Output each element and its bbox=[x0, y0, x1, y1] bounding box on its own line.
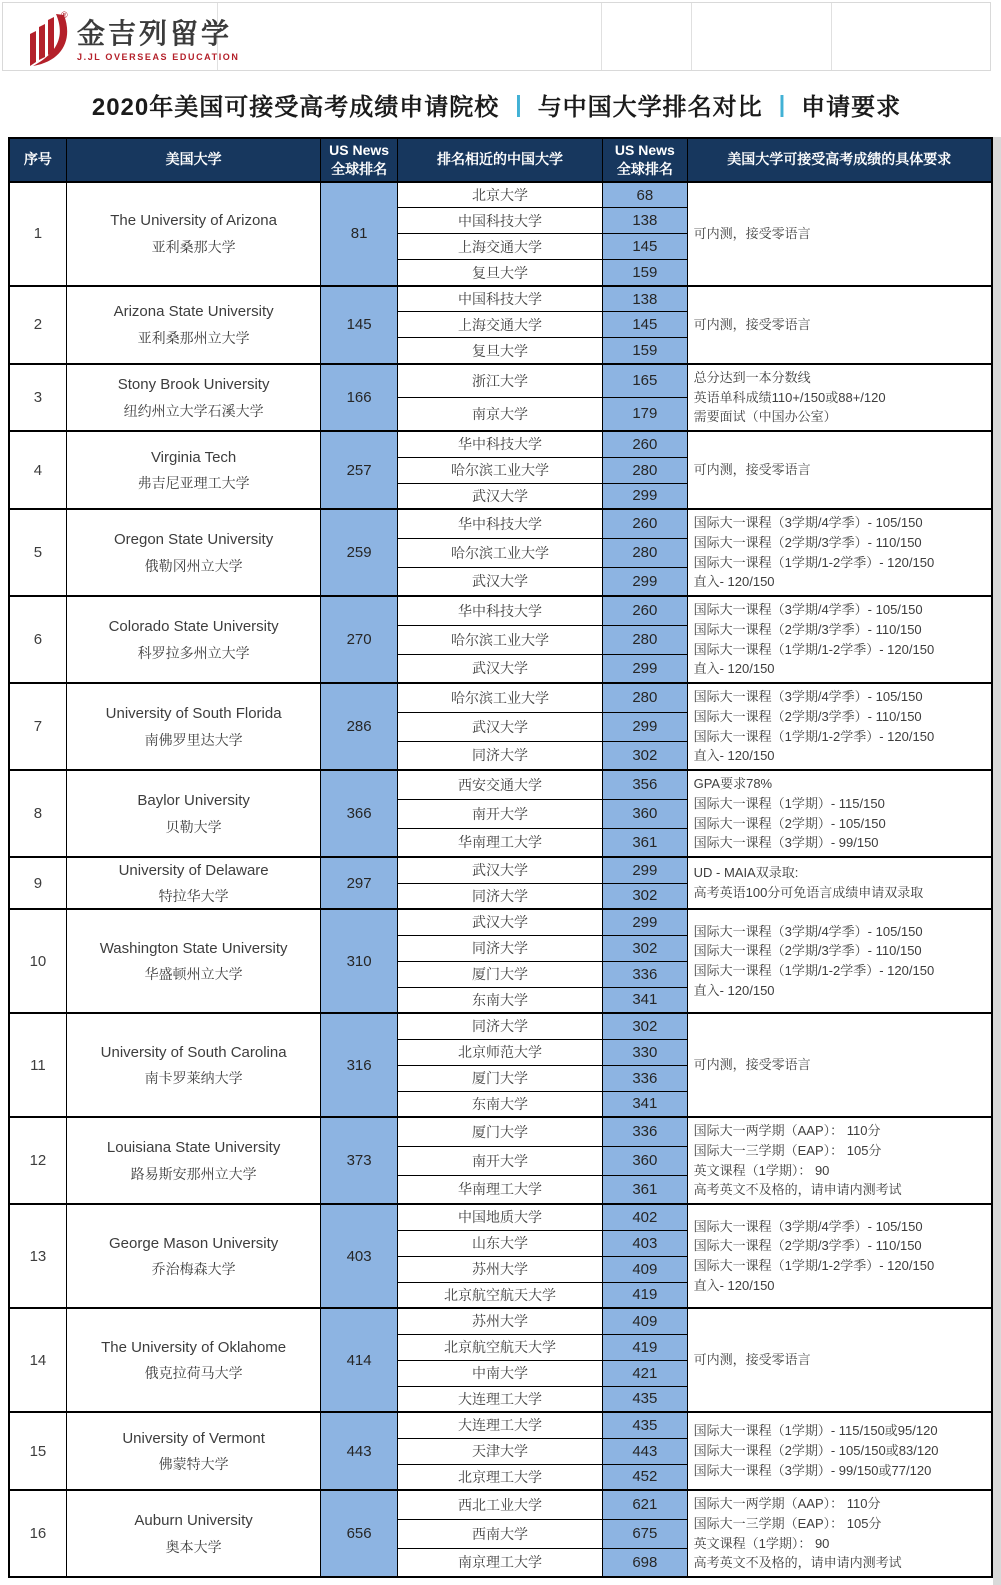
us-university-en: Virginia Tech bbox=[150, 448, 237, 466]
us-university-en: Baylor University bbox=[137, 792, 250, 810]
chinese-university-cell: 北京航空航天大学 bbox=[397, 1334, 602, 1360]
title-part-1: 2020年美国可接受高考成绩申请院校 bbox=[91, 93, 500, 121]
requirement-line: 可内测，接受零语言 bbox=[693, 1057, 811, 1073]
chinese-university-cell: 武汉大学 bbox=[397, 909, 602, 935]
brand-bar bbox=[2, 2, 991, 71]
requirement-line: 国际大一课程（3学期/4学季）- 105/150 bbox=[693, 515, 923, 531]
requirements-cell bbox=[687, 364, 992, 431]
chinese-rank-cell: 452 bbox=[603, 1464, 688, 1490]
requirement-line: 国际大一课程（1学期/1-2学季）- 120/150 bbox=[693, 641, 935, 657]
chinese-university-cell: 苏州大学 bbox=[397, 1308, 602, 1334]
requirement-line: 直入- 120/150 bbox=[693, 574, 775, 590]
chinese-rank-cell: 299 bbox=[603, 654, 688, 683]
chinese-university-cell: 厦门大学 bbox=[397, 1065, 602, 1091]
chinese-rank-cell: 260 bbox=[603, 509, 688, 538]
us-news-rank-cell: 414 bbox=[321, 1308, 397, 1412]
us-university-cn: 亚利桑那州立大学 bbox=[137, 329, 250, 346]
us-university-cell bbox=[66, 683, 321, 770]
chinese-university-cell: 中国地质大学 bbox=[397, 1204, 602, 1230]
table-row bbox=[9, 770, 992, 799]
us-university-cell bbox=[66, 596, 321, 683]
us-news-rank-cell: 403 bbox=[321, 1204, 397, 1308]
requirements-cell bbox=[687, 1013, 992, 1117]
us-news-rank-cell: 443 bbox=[321, 1412, 397, 1490]
chinese-rank-cell: 402 bbox=[603, 1204, 688, 1230]
requirement-line: 国际大一课程（1学期）- 115/150 bbox=[693, 795, 885, 811]
us-news-rank-cell: 81 bbox=[321, 182, 397, 286]
chinese-university-cell: 西北工业大学 bbox=[397, 1490, 602, 1519]
chinese-university-cell: 东南大学 bbox=[397, 1091, 602, 1117]
row-number-cell: 7 bbox=[9, 683, 66, 770]
brand-text bbox=[77, 17, 240, 62]
chinese-rank-cell: 145 bbox=[603, 312, 688, 338]
brand-name: 金吉列留学 bbox=[77, 18, 233, 49]
us-university-cell bbox=[66, 286, 321, 364]
requirements-cell bbox=[687, 182, 992, 286]
header-us-news-rank bbox=[321, 138, 397, 182]
us-news-rank-cell: 297 bbox=[321, 857, 397, 909]
row-number-cell: 12 bbox=[9, 1117, 66, 1204]
chinese-rank-cell: 260 bbox=[603, 431, 688, 457]
requirement-line: 国际大一两学期（AAP）： 110分 bbox=[693, 1496, 881, 1512]
chinese-rank-cell: 421 bbox=[603, 1360, 688, 1386]
chinese-university-cell: 南开大学 bbox=[397, 1146, 602, 1175]
table-row bbox=[9, 1308, 992, 1334]
chinese-university-cell: 同济大学 bbox=[397, 935, 602, 961]
chinese-university-cell: 同济大学 bbox=[397, 1013, 602, 1039]
requirement-line: 国际大一课程（2学期）- 105/150 bbox=[693, 815, 886, 831]
requirement-line: 国际大一两学期（AAP）： 110分 bbox=[693, 1123, 881, 1139]
gridline bbox=[601, 3, 602, 70]
row-number-cell: 13 bbox=[9, 1204, 66, 1308]
requirement-line: 国际大一三学期（EAP）： 105分 bbox=[693, 1142, 882, 1158]
us-university-cell bbox=[66, 909, 321, 1013]
chinese-rank-cell: 698 bbox=[603, 1548, 688, 1577]
requirements-cell bbox=[687, 431, 992, 509]
chinese-rank-cell: 302 bbox=[603, 1013, 688, 1039]
chinese-rank-cell: 299 bbox=[603, 483, 688, 509]
us-university-cell bbox=[66, 1308, 321, 1412]
us-news-rank-cell: 259 bbox=[321, 509, 397, 596]
gridline bbox=[691, 3, 692, 70]
us-university-cell bbox=[66, 857, 321, 909]
row-number-cell: 8 bbox=[9, 770, 66, 857]
chinese-university-cell: 哈尔滨工业大学 bbox=[397, 457, 602, 483]
chinese-university-cell: 北京师范大学 bbox=[397, 1039, 602, 1065]
registered-mark: ® bbox=[61, 10, 68, 20]
side-strip bbox=[993, 137, 1001, 1585]
table-row bbox=[9, 1412, 992, 1438]
us-university-en: University of Vermont bbox=[122, 1429, 265, 1447]
chinese-rank-cell: 299 bbox=[603, 857, 688, 883]
us-university-cn: 乔治梅森大学 bbox=[151, 1261, 236, 1278]
chinese-rank-cell: 443 bbox=[603, 1438, 688, 1464]
requirements-cell bbox=[687, 1490, 992, 1577]
us-university-cn: 南佛罗里达大学 bbox=[144, 731, 243, 748]
us-university-cn: 奥本大学 bbox=[165, 1538, 222, 1555]
requirement-line: 总分达到一本分数线 bbox=[693, 369, 811, 385]
header-us-university: 美国大学 bbox=[66, 138, 321, 182]
us-university-cn: 路易斯安那州立大学 bbox=[130, 1165, 257, 1182]
requirement-line: 需要面试（中国办公室） bbox=[693, 409, 837, 425]
requirement-line: 英语单科成绩110+/150或88+/120 bbox=[693, 389, 886, 405]
chinese-university-cell: 复旦大学 bbox=[397, 260, 602, 286]
chinese-university-cell: 华南理工大学 bbox=[397, 828, 602, 857]
us-university-cell bbox=[66, 1412, 321, 1490]
requirements-cell bbox=[687, 909, 992, 1013]
chinese-rank-cell: 336 bbox=[603, 1117, 688, 1146]
chinese-rank-cell: 145 bbox=[603, 234, 688, 260]
chinese-university-cell: 同济大学 bbox=[397, 741, 602, 770]
chinese-rank-cell: 299 bbox=[603, 909, 688, 935]
us-university-cn: 华盛顿州立大学 bbox=[144, 966, 243, 983]
chinese-university-cell: 中国科技大学 bbox=[397, 286, 602, 312]
table-row bbox=[9, 182, 992, 208]
requirement-line: 国际大一课程（3学期/4学季）- 105/150 bbox=[693, 689, 923, 705]
chinese-rank-cell: 361 bbox=[603, 1175, 688, 1204]
table-header-row bbox=[9, 138, 992, 182]
table-row bbox=[9, 1490, 992, 1519]
us-university-en: Auburn University bbox=[134, 1512, 253, 1530]
requirement-line: 国际大一课程（1学期/1-2学季）- 120/150 bbox=[693, 1258, 935, 1274]
us-university-cell bbox=[66, 770, 321, 857]
requirements-cell bbox=[687, 770, 992, 857]
chinese-university-cell: 华中科技大学 bbox=[397, 431, 602, 457]
chinese-university-cell: 同济大学 bbox=[397, 883, 602, 909]
us-news-rank-cell: 166 bbox=[321, 364, 397, 431]
table-row bbox=[9, 286, 992, 312]
us-university-en: Louisiana State University bbox=[106, 1139, 281, 1157]
chinese-university-cell: 中国科技大学 bbox=[397, 208, 602, 234]
us-university-cell bbox=[66, 431, 321, 509]
chinese-rank-cell: 341 bbox=[603, 1091, 688, 1117]
table-row bbox=[9, 1204, 992, 1230]
requirement-line: 可内测，接受零语言 bbox=[693, 225, 811, 241]
chinese-rank-cell: 68 bbox=[603, 182, 688, 208]
chinese-rank-cell: 280 bbox=[603, 625, 688, 654]
requirement-line: UD - MAIA双录取: bbox=[693, 865, 799, 881]
us-university-en: The University of Arizona bbox=[110, 212, 277, 230]
chinese-rank-cell: 159 bbox=[603, 260, 688, 286]
chinese-rank-cell: 341 bbox=[603, 987, 688, 1013]
requirement-line: 直入- 120/150 bbox=[693, 982, 775, 998]
chinese-university-cell: 哈尔滨工业大学 bbox=[397, 538, 602, 567]
table-row bbox=[9, 364, 992, 398]
chinese-university-cell: 苏州大学 bbox=[397, 1256, 602, 1282]
chinese-university-cell: 华中科技大学 bbox=[397, 596, 602, 625]
us-news-rank-cell: 366 bbox=[321, 770, 397, 857]
jjl-logo-icon bbox=[17, 9, 71, 69]
chinese-rank-cell: 299 bbox=[603, 712, 688, 741]
chinese-university-cell: 厦门大学 bbox=[397, 961, 602, 987]
row-number-cell: 4 bbox=[9, 431, 66, 509]
requirements-cell bbox=[687, 596, 992, 683]
title-separator: | bbox=[778, 90, 786, 117]
chinese-rank-cell: 403 bbox=[603, 1230, 688, 1256]
us-news-rank-cell: 257 bbox=[321, 431, 397, 509]
requirement-line: 直入- 120/150 bbox=[693, 748, 775, 764]
chinese-university-cell: 北京大学 bbox=[397, 182, 602, 208]
chinese-rank-cell: 280 bbox=[603, 457, 688, 483]
requirement-line: GPA要求78% bbox=[693, 776, 773, 792]
header-no: 序号 bbox=[9, 138, 66, 182]
title-separator: | bbox=[515, 90, 522, 117]
chinese-rank-cell: 165 bbox=[603, 364, 688, 398]
chinese-university-cell: 中南大学 bbox=[397, 1360, 602, 1386]
requirement-line: 国际大一课程（2学期/3学季）- 110/150 bbox=[693, 943, 922, 959]
requirement-line: 高考英语100分可免语言成绩申请双录取 bbox=[693, 885, 924, 901]
requirement-line: 国际大一课程（2学期/3学季）- 110/150 bbox=[693, 708, 922, 724]
us-university-cn: 科罗拉多州立大学 bbox=[137, 644, 250, 661]
gridline bbox=[831, 3, 832, 70]
chinese-university-cell: 武汉大学 bbox=[397, 483, 602, 509]
chinese-rank-cell: 179 bbox=[603, 397, 688, 431]
table-row bbox=[9, 683, 992, 712]
us-university-cell bbox=[66, 364, 321, 431]
chinese-rank-cell: 280 bbox=[603, 538, 688, 567]
chinese-university-cell: 上海交通大学 bbox=[397, 312, 602, 338]
title-part-3: 申请要求 bbox=[801, 93, 902, 121]
chinese-university-cell: 武汉大学 bbox=[397, 567, 602, 596]
chinese-university-cell: 厦门大学 bbox=[397, 1117, 602, 1146]
chinese-rank-cell: 409 bbox=[603, 1308, 688, 1334]
us-university-cn: 弗吉尼亚理工大学 bbox=[137, 475, 250, 492]
chinese-rank-cell: 435 bbox=[603, 1412, 688, 1438]
chinese-university-cell: 哈尔滨工业大学 bbox=[397, 683, 602, 712]
us-university-cell bbox=[66, 509, 321, 596]
chinese-university-cell: 复旦大学 bbox=[397, 338, 602, 364]
brand-subtitle: J.JL OVERSEAS EDUCATION bbox=[77, 51, 240, 62]
chinese-rank-cell: 302 bbox=[603, 935, 688, 961]
us-news-rank-cell: 286 bbox=[321, 683, 397, 770]
us-university-en: University of South Carolina bbox=[100, 1043, 287, 1061]
header-us-news-line1: US News bbox=[614, 142, 675, 158]
chinese-rank-cell: 419 bbox=[603, 1282, 688, 1308]
header-chinese-university: 排名相近的中国大学 bbox=[397, 138, 602, 182]
requirements-cell bbox=[687, 1204, 992, 1308]
us-university-cn: 南卡罗莱纳大学 bbox=[144, 1070, 243, 1087]
brand-logo bbox=[17, 9, 240, 69]
chinese-rank-cell: 138 bbox=[603, 208, 688, 234]
requirements-cell bbox=[687, 1412, 992, 1490]
us-university-en: Arizona State University bbox=[113, 303, 274, 321]
chinese-rank-cell: 361 bbox=[603, 828, 688, 857]
chinese-university-cell: 西安交通大学 bbox=[397, 770, 602, 799]
chinese-rank-cell: 409 bbox=[603, 1256, 688, 1282]
us-university-cn: 俄勒冈州立大学 bbox=[144, 557, 243, 574]
requirement-line: 高考英文不及格的，请申请内测考试 bbox=[693, 1182, 902, 1198]
chinese-rank-cell: 435 bbox=[603, 1386, 688, 1412]
chinese-rank-cell: 419 bbox=[603, 1334, 688, 1360]
us-news-rank-cell: 270 bbox=[321, 596, 397, 683]
chinese-rank-cell: 356 bbox=[603, 770, 688, 799]
requirement-line: 国际大一课程（2学期/3学季）- 110/150 bbox=[693, 1238, 922, 1254]
requirement-line: 国际大一课程（1学期/1-2学季）- 120/150 bbox=[693, 728, 935, 744]
us-news-rank-cell: 310 bbox=[321, 909, 397, 1013]
chinese-university-cell: 东南大学 bbox=[397, 987, 602, 1013]
requirement-line: 可内测，接受零语言 bbox=[693, 1352, 811, 1368]
requirement-line: 国际大一三学期（EAP）： 105分 bbox=[693, 1515, 882, 1531]
requirement-line: 英文课程（1学期）： 90 bbox=[693, 1535, 830, 1551]
requirement-line: 国际大一课程（1学期/1-2学季）- 120/150 bbox=[693, 554, 935, 570]
table-row bbox=[9, 596, 992, 625]
us-university-en: Oregon State University bbox=[113, 531, 274, 549]
us-university-cn: 亚利桑那大学 bbox=[151, 238, 236, 255]
us-news-rank-cell: 145 bbox=[321, 286, 397, 364]
us-news-rank-cell: 373 bbox=[321, 1117, 397, 1204]
us-university-en: University of Delaware bbox=[118, 861, 269, 879]
us-news-rank-cell: 656 bbox=[321, 1490, 397, 1577]
row-number-cell: 10 bbox=[9, 909, 66, 1013]
row-number-cell: 2 bbox=[9, 286, 66, 364]
table-row bbox=[9, 509, 992, 538]
row-number-cell: 14 bbox=[9, 1308, 66, 1412]
chinese-university-cell: 北京理工大学 bbox=[397, 1464, 602, 1490]
chinese-university-cell: 上海交通大学 bbox=[397, 234, 602, 260]
chinese-rank-cell: 336 bbox=[603, 961, 688, 987]
requirement-line: 高考英文不及格的，请申请内测考试 bbox=[693, 1555, 902, 1571]
table-body bbox=[9, 182, 992, 1577]
row-number-cell: 11 bbox=[9, 1013, 66, 1117]
requirement-line: 国际大一课程（3学期/4学季）- 105/150 bbox=[693, 923, 923, 939]
row-number-cell: 16 bbox=[9, 1490, 66, 1577]
chinese-university-cell: 武汉大学 bbox=[397, 712, 602, 741]
requirement-line: 国际大一课程（3学期/4学季）- 105/150 bbox=[693, 602, 923, 618]
chinese-university-cell: 大连理工大学 bbox=[397, 1412, 602, 1438]
row-number-cell: 1 bbox=[9, 182, 66, 286]
requirements-cell bbox=[687, 1308, 992, 1412]
chinese-rank-cell: 360 bbox=[603, 1146, 688, 1175]
us-university-en: University of South Florida bbox=[105, 705, 282, 723]
header-requirements: 美国大学可接受高考成绩的具体要求 bbox=[687, 138, 992, 182]
chinese-university-cell: 南开大学 bbox=[397, 799, 602, 828]
us-university-cn: 佛蒙特大学 bbox=[158, 1456, 229, 1473]
header-us-news-rank-2 bbox=[603, 138, 688, 182]
page-title bbox=[0, 71, 993, 137]
us-university-en: The University of Oklahome bbox=[101, 1338, 287, 1356]
us-university-cell bbox=[66, 1490, 321, 1577]
title-part-2: 与中国大学排名对比 bbox=[537, 93, 763, 121]
chinese-rank-cell: 302 bbox=[603, 741, 688, 770]
universities-table bbox=[8, 137, 993, 1578]
requirement-line: 可内测，接受零语言 bbox=[693, 316, 811, 332]
chinese-university-cell: 天津大学 bbox=[397, 1438, 602, 1464]
us-news-rank-cell: 316 bbox=[321, 1013, 397, 1117]
requirement-line: 国际大一课程（3学期/4学季）- 105/150 bbox=[693, 1218, 923, 1234]
us-university-en: Colorado State University bbox=[108, 618, 279, 636]
us-university-cell bbox=[66, 1204, 321, 1308]
us-university-cell bbox=[66, 182, 321, 286]
requirement-line: 可内测，接受零语言 bbox=[693, 462, 811, 478]
chinese-university-cell: 南京大学 bbox=[397, 397, 602, 431]
row-number-cell: 15 bbox=[9, 1412, 66, 1490]
us-university-cn: 特拉华大学 bbox=[158, 888, 229, 905]
us-university-en: Washington State University bbox=[99, 939, 288, 957]
chinese-university-cell: 北京航空航天大学 bbox=[397, 1282, 602, 1308]
chinese-university-cell: 武汉大学 bbox=[397, 654, 602, 683]
chinese-rank-cell: 280 bbox=[603, 683, 688, 712]
chinese-rank-cell: 159 bbox=[603, 338, 688, 364]
table-row bbox=[9, 909, 992, 935]
row-number-cell: 3 bbox=[9, 364, 66, 431]
chinese-university-cell: 浙江大学 bbox=[397, 364, 602, 398]
chinese-university-cell: 武汉大学 bbox=[397, 857, 602, 883]
requirement-line: 国际大一课程（2学期/3学季）- 110/150 bbox=[693, 621, 922, 637]
requirement-line: 直入- 120/150 bbox=[693, 1277, 775, 1293]
us-university-cn: 纽约州立大学石溪大学 bbox=[123, 402, 264, 419]
requirements-cell bbox=[687, 509, 992, 596]
requirements-cell bbox=[687, 286, 992, 364]
requirements-cell bbox=[687, 1117, 992, 1204]
row-number-cell: 6 bbox=[9, 596, 66, 683]
chinese-university-cell: 南京理工大学 bbox=[397, 1548, 602, 1577]
chinese-rank-cell: 675 bbox=[603, 1519, 688, 1548]
chinese-rank-cell: 138 bbox=[603, 286, 688, 312]
chinese-rank-cell: 260 bbox=[603, 596, 688, 625]
requirement-line: 国际大一课程（1学期/1-2学季）- 120/150 bbox=[693, 963, 935, 979]
requirements-cell bbox=[687, 857, 992, 909]
requirement-line: 国际大一课程（1学期）- 115/150或95/120 bbox=[693, 1423, 938, 1439]
chinese-rank-cell: 330 bbox=[603, 1039, 688, 1065]
chinese-rank-cell: 336 bbox=[603, 1065, 688, 1091]
chinese-university-cell: 华中科技大学 bbox=[397, 509, 602, 538]
chinese-university-cell: 大连理工大学 bbox=[397, 1386, 602, 1412]
header-us-news-line2: 全球排名 bbox=[616, 160, 673, 177]
chinese-university-cell: 山东大学 bbox=[397, 1230, 602, 1256]
chinese-university-cell: 西南大学 bbox=[397, 1519, 602, 1548]
requirement-line: 国际大一课程（3学期）- 99/150或77/120 bbox=[693, 1462, 932, 1478]
requirements-cell bbox=[687, 683, 992, 770]
chinese-university-cell: 华南理工大学 bbox=[397, 1175, 602, 1204]
chinese-rank-cell: 302 bbox=[603, 883, 688, 909]
row-number-cell: 5 bbox=[9, 509, 66, 596]
table-row bbox=[9, 1117, 992, 1146]
us-university-cn: 俄克拉荷马大学 bbox=[144, 1365, 243, 1382]
chinese-university-cell: 哈尔滨工业大学 bbox=[397, 625, 602, 654]
table-row bbox=[9, 1013, 992, 1039]
us-university-cn: 贝勒大学 bbox=[165, 818, 222, 835]
requirement-line: 国际大一课程（2学期/3学季）- 110/150 bbox=[693, 534, 922, 550]
row-number-cell: 9 bbox=[9, 857, 66, 909]
us-university-en: Stony Brook University bbox=[117, 376, 270, 394]
table-row bbox=[9, 431, 992, 457]
us-university-en: George Mason University bbox=[109, 1234, 279, 1252]
chinese-rank-cell: 621 bbox=[603, 1490, 688, 1519]
requirement-line: 国际大一课程（3学期）- 99/150 bbox=[693, 835, 879, 851]
requirement-line: 英文课程（1学期）： 90 bbox=[693, 1162, 830, 1178]
table-row bbox=[9, 857, 992, 883]
requirement-line: 直入- 120/150 bbox=[693, 661, 775, 677]
us-university-cell bbox=[66, 1117, 321, 1204]
us-university-cell bbox=[66, 1013, 321, 1117]
header-us-news-line2: 全球排名 bbox=[331, 160, 388, 177]
chinese-rank-cell: 360 bbox=[603, 799, 688, 828]
chinese-rank-cell: 299 bbox=[603, 567, 688, 596]
requirement-line: 国际大一课程（2学期）- 105/150或83/120 bbox=[693, 1443, 939, 1459]
header-us-news-line1: US News bbox=[329, 142, 390, 158]
